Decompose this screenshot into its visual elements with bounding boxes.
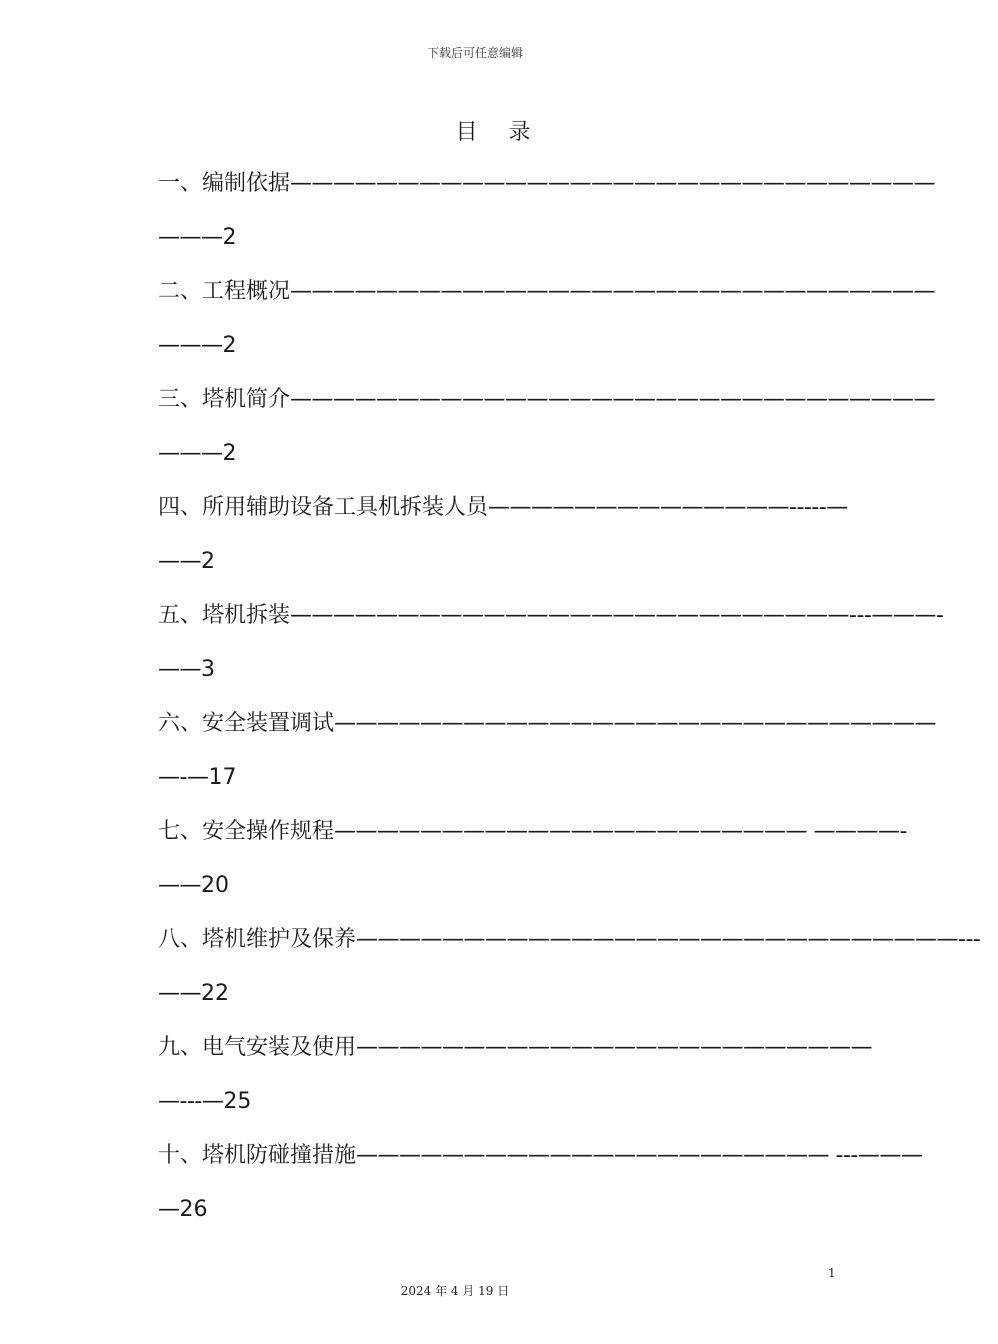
toc-entry-heading-line xyxy=(158,589,944,643)
toc-entry-heading-line xyxy=(158,913,981,967)
toc-entry[interactable] xyxy=(158,1129,923,1237)
toc-entry-title: 九、电气安装及使用 xyxy=(158,1035,357,1060)
toc-entry-heading-line xyxy=(158,1129,923,1183)
toc-entry-page-line xyxy=(158,319,838,373)
toc-entry-title: 一、编制依据 xyxy=(158,171,291,196)
toc-entry[interactable] xyxy=(158,157,936,265)
toc-leader: — xyxy=(158,1197,180,1222)
toc-entry-heading-line xyxy=(158,805,907,859)
toc-title: 目 录 xyxy=(455,120,543,145)
toc-page-number: 26 xyxy=(179,1197,208,1222)
toc-leader: ——————————————-----— xyxy=(488,495,848,520)
toc-leader: ——— xyxy=(158,225,223,250)
toc-page-number: 2 xyxy=(222,225,237,250)
toc-leader: ——————————————————————————---———- xyxy=(290,603,944,628)
toc-entry-title: 七、安全操作规程 xyxy=(158,819,335,844)
toc-entry-heading-line xyxy=(158,373,936,427)
toc-entry-title: 六、安全装置调试 xyxy=(158,711,335,736)
toc-leader: —— xyxy=(158,981,201,1006)
toc-entry-heading-line xyxy=(158,481,848,535)
toc-entry[interactable] xyxy=(158,913,981,1021)
toc-page-number: 2 xyxy=(222,441,237,466)
toc-entry-title: 五、塔机拆装 xyxy=(158,603,291,628)
toc-entry[interactable] xyxy=(158,805,907,913)
toc-leader: —— xyxy=(158,873,201,898)
toc-entry-heading-line xyxy=(158,1021,873,1075)
toc-entry-title: 八、塔机维护及保养 xyxy=(158,927,357,952)
toc-entry-page-line xyxy=(158,427,838,481)
toc-page-number: 20 xyxy=(201,873,229,898)
toc-entry-heading-line xyxy=(158,265,936,319)
toc-entry[interactable] xyxy=(158,265,936,373)
toc-page-number: 3 xyxy=(201,657,215,682)
toc-leader: —---— xyxy=(158,1089,224,1114)
toc-page-number: 2 xyxy=(201,549,215,574)
toc-leader: ———————————————————————————— xyxy=(334,711,937,736)
toc-entry-page-line xyxy=(158,751,838,805)
toc-leader: ——— xyxy=(158,441,223,466)
page-footer-date: 2024 年 4 月 19 日 xyxy=(400,1284,510,1298)
toc-entry-title: 十、塔机防碰撞措施 xyxy=(158,1143,357,1168)
toc-leader: ————————————————————————————--- xyxy=(356,927,981,952)
toc-entry-heading-line xyxy=(158,697,937,751)
toc-entry-title: 三、塔机简介 xyxy=(158,387,291,412)
toc-leader: ——— xyxy=(158,333,223,358)
toc-page-number: 25 xyxy=(223,1089,252,1114)
toc-leader: —————————————————————————————— xyxy=(290,387,936,412)
toc-entry[interactable] xyxy=(158,1021,873,1129)
toc-entry[interactable] xyxy=(158,481,848,589)
toc-leader: ———————————————————————— xyxy=(356,1035,873,1060)
page-number: 1 xyxy=(828,1266,836,1280)
toc-entry[interactable] xyxy=(158,697,937,805)
toc-entry-page-line xyxy=(158,967,838,1021)
toc-leader: —————————————————————— ---——— xyxy=(356,1143,923,1168)
toc-leader: —— xyxy=(158,657,201,682)
toc-leader: —-— xyxy=(158,765,209,790)
toc-entry-heading-line xyxy=(158,157,936,211)
page-header: 下载后可任意编辑 xyxy=(426,46,523,60)
toc-entry-page-line xyxy=(158,1183,838,1237)
toc-entry[interactable] xyxy=(158,589,944,697)
toc-entry-title: 二、工程概况 xyxy=(158,279,291,304)
toc-page-number: 22 xyxy=(201,981,229,1006)
toc-entry-page-line xyxy=(158,1075,838,1129)
toc-list xyxy=(158,157,981,1237)
toc-entry-page-line xyxy=(158,535,838,589)
toc-entry-page-line xyxy=(158,643,838,697)
toc-leader: —————————————————————— ————- xyxy=(334,819,907,844)
toc-page-number: 2 xyxy=(222,333,237,358)
toc-page-number: 17 xyxy=(208,765,237,790)
toc-leader: —— xyxy=(158,549,201,574)
toc-entry-page-line xyxy=(158,859,838,913)
toc-entry-page-line xyxy=(158,211,838,265)
toc-entry[interactable] xyxy=(158,373,936,481)
toc-entry-title: 四、所用辅助设备工具机拆装人员 xyxy=(158,495,489,520)
toc-leader: —————————————————————————————— xyxy=(290,171,936,196)
toc-leader: —————————————————————————————— xyxy=(290,279,936,304)
